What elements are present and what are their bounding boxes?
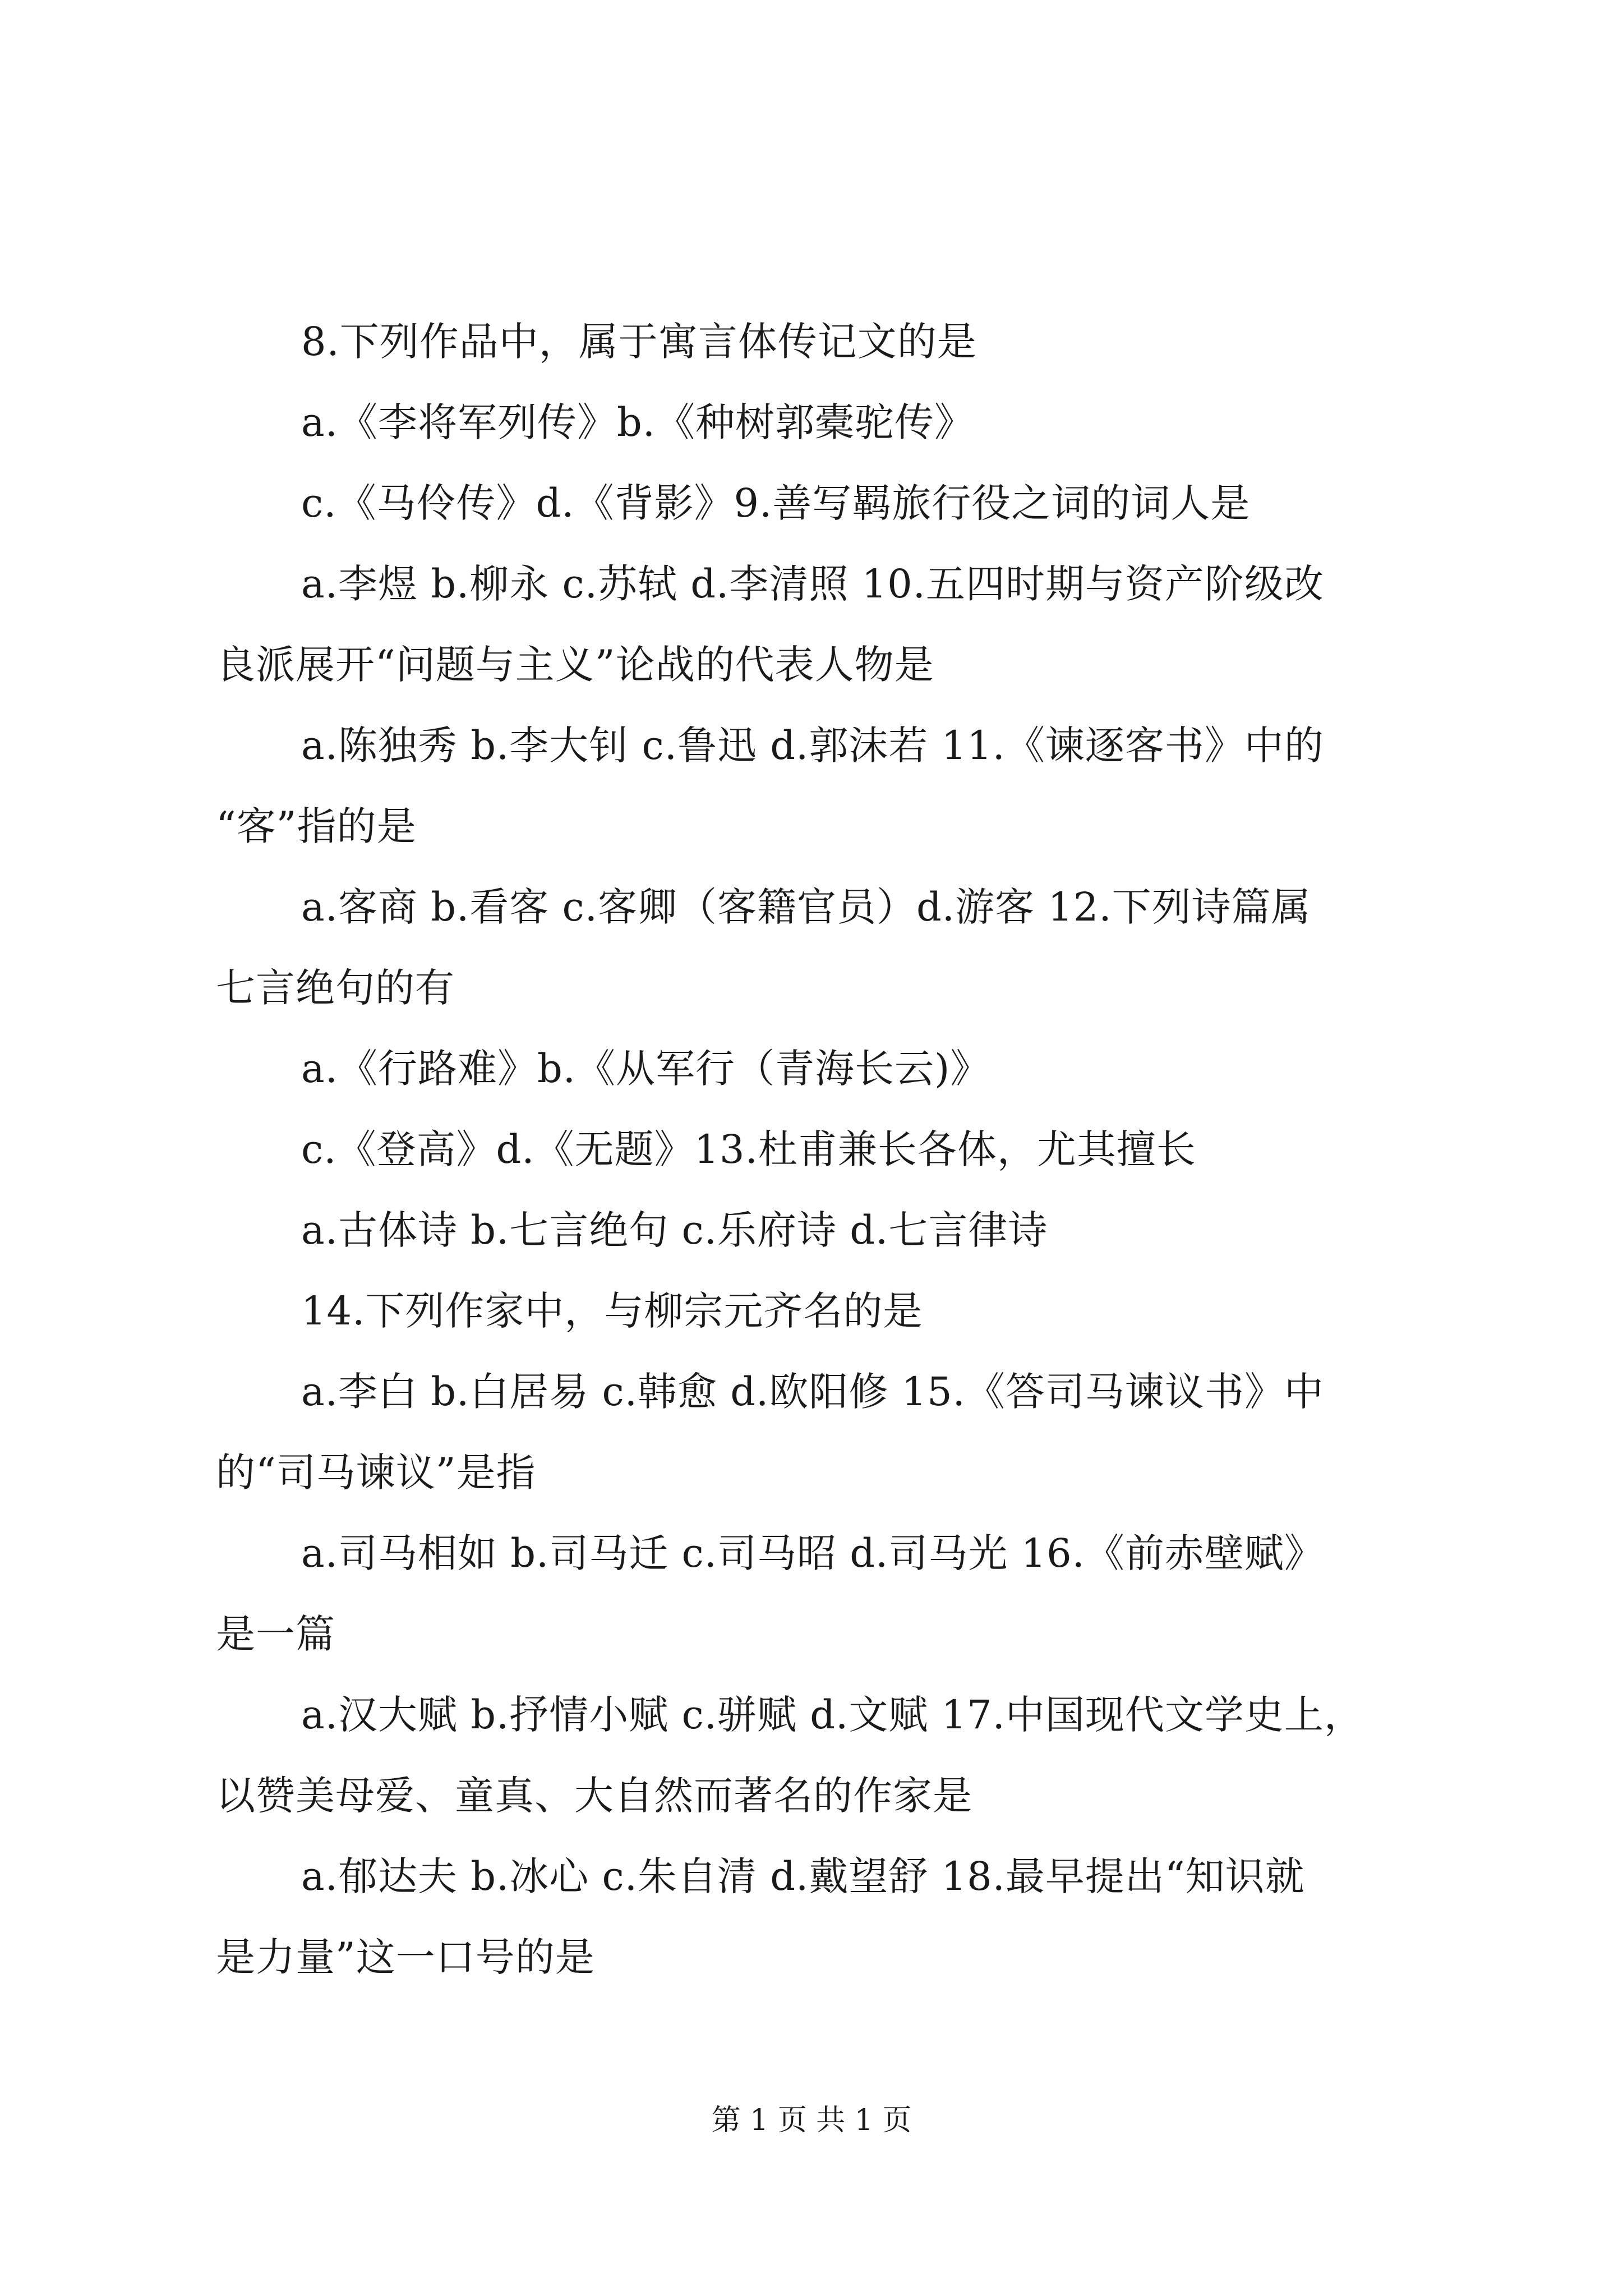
text-line: a.客商 b.看客 c.客卿（客籍官员）d.游客 12.下列诗篇属: [301, 884, 1311, 930]
text-line: a.《行路难》b.《从军行（青海长云)》: [301, 1046, 990, 1092]
text-line: 的“司马谏议”是指: [216, 1450, 536, 1496]
text-line: a.李煜 b.柳永 c.苏轼 d.李清照 10.五四时期与资产阶级改: [301, 561, 1324, 607]
text-line: a.古体诗 b.七言绝句 c.乐府诗 d.七言律诗: [301, 1207, 1048, 1253]
text-line: c.《马伶传》d.《背影》9.善写羁旅行役之词的词人是: [301, 480, 1251, 526]
text-line: 8.下列作品中，属于寓言体传记文的是: [301, 319, 977, 365]
document-body: [216, 301, 1408, 1998]
text-line: 良派展开“问题与主义”论战的代表人物是: [216, 642, 934, 688]
text-line: 以赞美母爱、童真、大自然而著名的作家是: [216, 1773, 972, 1819]
text-line: c.《登高》d.《无题》13.杜甫兼长各体，尤其擅长: [301, 1126, 1196, 1172]
text-line: 14.下列作家中，与柳宗元齐名的是: [301, 1288, 923, 1334]
text-line: 七言绝句的有: [216, 965, 455, 1011]
page-number-footer: 第 1 页 共 1 页: [711, 2104, 912, 2137]
text-line: a.陈独秀 b.李大钊 c.鲁迅 d.郭沫若 11.《谏逐客书》中的: [301, 723, 1324, 769]
text-line: “客”指的是: [216, 803, 417, 849]
text-line: a.郁达夫 b.冰心 c.朱自清 d.戴望舒 18.最早提出“知识就: [301, 1853, 1305, 1899]
text-line: a.李白 b.白居易 c.韩愈 d.欧阳修 15.《答司马谏议书》中: [301, 1369, 1324, 1415]
text-line: 是力量”这一口号的是: [216, 1934, 595, 1980]
text-line: a.汉大赋 b.抒情小赋 c.骈赋 d.文赋 17.中国现代文学史上，: [301, 1692, 1364, 1738]
text-line: 是一篇: [216, 1611, 335, 1657]
text-line: a.司马相如 b.司马迁 c.司马昭 d.司马光 16.《前赤壁赋》: [301, 1530, 1324, 1576]
text-line: a.《李将军列传》b.《种树郭橐驼传》: [301, 399, 975, 445]
